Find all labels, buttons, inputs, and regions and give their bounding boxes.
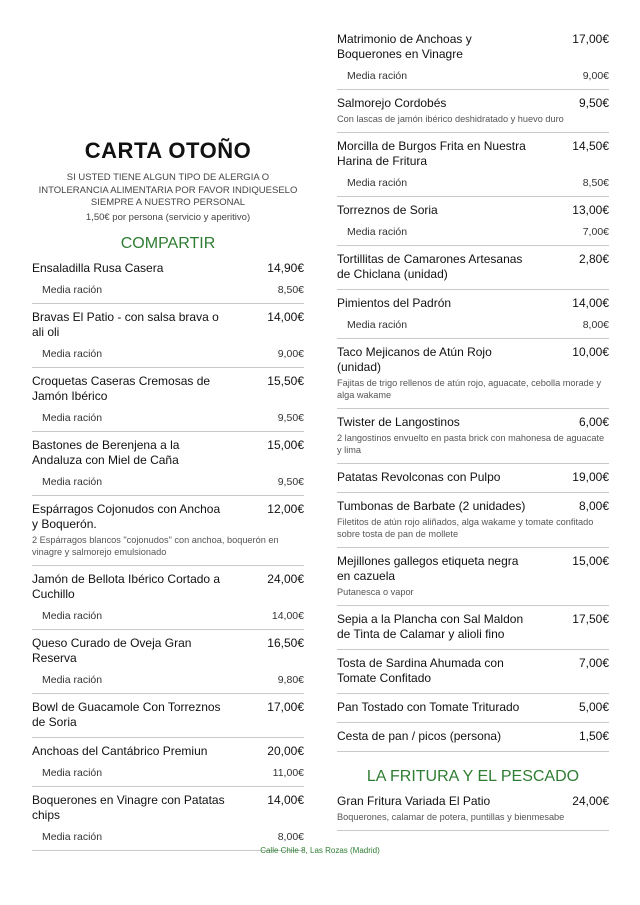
half-portion-row (337, 177, 609, 189)
half-portion-label: Media ración (347, 177, 408, 189)
half-portion-label: Media ración (42, 411, 103, 424)
dish-price: 15,00€ (267, 437, 304, 452)
menu-item-row (337, 252, 609, 282)
allergy-notice: SI USTED TIENE ALGUN TIPO DE ALERGIA O INTOLERANCIA ALIMENTARIA POR FAVOR INDIQUESELO SIEMPRE A NUESTRO PERSONAL (38, 172, 298, 208)
menu-item (337, 650, 609, 694)
menu-item-row (337, 32, 609, 62)
menu-item (337, 409, 609, 464)
menu-item-row (337, 700, 609, 715)
dish-name: Tortillitas de Camarones Artesanas de Chiclana (unidad) (337, 252, 523, 281)
menu-item (32, 694, 304, 738)
half-portion-label: Media ración (347, 70, 408, 82)
menu-item (337, 788, 609, 831)
menu-item (32, 496, 304, 566)
dish-price: 15,00€ (572, 554, 609, 568)
menu-item-row (337, 470, 609, 485)
half-portion-row (32, 674, 304, 686)
half-portion-row (337, 70, 609, 82)
menu-item-row (337, 794, 609, 809)
dish-price: 10,00€ (572, 345, 609, 359)
menu-item-row (337, 345, 609, 375)
dish-name: Tosta de Sardina Ahumada con Tomate Confitado (337, 656, 504, 685)
dish-name: Bowl de Guacamole Con Torreznos de Soria (32, 699, 221, 729)
menu-item (32, 255, 304, 304)
section-title-fritura: LA FRITURA Y EL PESCADO (366, 768, 580, 785)
dish-price: 14,90€ (267, 260, 304, 275)
half-portion-row (32, 348, 304, 360)
dish-price: 16,50€ (267, 635, 304, 650)
half-portion-label: Media ración (42, 347, 103, 360)
dish-price: 8,00€ (578, 499, 609, 513)
half-portion-price: 9,50€ (277, 475, 304, 488)
half-portion-row (32, 476, 304, 488)
menu-item-row (337, 554, 609, 584)
dish-name: Matrimonio de Anchoas y Boquerones en Vinagre (337, 32, 472, 61)
menu-item-row (32, 793, 304, 823)
half-portion-row (337, 319, 609, 331)
half-portion-price: 8,50€ (277, 283, 304, 296)
half-portion-price: 7,00€ (582, 226, 609, 238)
half-portion-price: 9,00€ (277, 347, 304, 360)
dish-description: Boquerones, calamar de potera, puntillas y bienmesabe (337, 812, 565, 822)
menu-item (337, 606, 609, 650)
dish-name: Jamón de Bellota Ibérico Cortado a Cuchillo (32, 571, 221, 601)
menu-item-row (32, 744, 304, 759)
dish-description: Con lascas de jamón ibérico deshidratado y huevo duro (337, 114, 564, 124)
menu-item (337, 290, 609, 339)
compartir-list (32, 255, 304, 851)
dish-description: Putanesca o vapor (337, 587, 414, 597)
dish-price: 14,00€ (572, 296, 609, 310)
dish-name: Pimientos del Padrón (337, 296, 452, 310)
half-portion-label: Media ración (347, 226, 408, 238)
menu-item (337, 723, 609, 752)
half-portion-row (337, 226, 609, 238)
dish-name: Sepia a la Plancha con Sal Maldon de Tinta de Calamar y alioli fino (337, 612, 524, 641)
menu-item (32, 630, 304, 694)
dish-description: Filetitos de atún rojo aliñados, alga wakame y tomate confitado sobre tosta de pan de mollete (337, 517, 594, 539)
menu-item-row (337, 203, 609, 218)
dish-price: 2,80€ (578, 252, 609, 266)
menu-item-row (32, 261, 304, 276)
half-portion-label: Media ración (42, 475, 103, 488)
menu-item (32, 738, 304, 787)
dish-price: 14,00€ (267, 792, 304, 807)
menu-item (337, 90, 609, 133)
left-column (32, 0, 304, 851)
half-portion-row (32, 412, 304, 424)
section-title-compartir: COMPARTIR (120, 234, 216, 252)
half-portion-label: Media ración (42, 609, 103, 622)
dish-name: Patatas Revolconas con Pulpo (337, 470, 501, 484)
half-portion-price: 9,00€ (582, 70, 609, 82)
dish-name: Anchoas del Cantábrico Premiun (32, 743, 208, 758)
menu-item-row (32, 636, 304, 666)
dish-name: Ensaladilla Rusa Casera (32, 260, 164, 275)
half-portion-price: 8,50€ (582, 177, 609, 189)
dish-name: Pan Tostado con Tomate Triturado (337, 700, 520, 714)
half-portion-label: Media ración (42, 673, 103, 686)
dish-name: Morcilla de Burgos Frita en Nuestra Harina de Fritura (337, 139, 526, 168)
menu-item-row (337, 296, 609, 311)
dish-name: Bastones de Berenjena a la Andaluza con Miel de Caña (32, 437, 180, 467)
dish-price: 15,50€ (267, 373, 304, 388)
half-portion-row (32, 284, 304, 296)
half-portion-price: 8,00€ (582, 319, 609, 331)
menu-item (32, 432, 304, 496)
dish-price: 13,00€ (572, 203, 609, 217)
menu-item (337, 464, 609, 493)
menu-item-row (32, 502, 304, 532)
dish-name: Mejillones gallegos etiqueta negra en cazuela (337, 554, 519, 583)
menu-item (32, 304, 304, 368)
fritura-list (337, 788, 609, 831)
dish-name: Tumbonas de Barbate (2 unidades) (337, 499, 526, 513)
menu-item (337, 493, 609, 548)
half-portion-label: Media ración (42, 766, 103, 779)
menu-item (337, 246, 609, 290)
dish-name: Taco Mejicanos de Atún Rojo (unidad) (337, 345, 492, 374)
dish-price: 24,00€ (267, 571, 304, 586)
dish-price: 14,50€ (572, 139, 609, 153)
dish-price: 20,00€ (267, 743, 304, 758)
menu-item-row (32, 438, 304, 468)
right-column (337, 0, 609, 831)
menu-item-row (337, 612, 609, 642)
dish-name: Torreznos de Soria (337, 203, 438, 217)
right-items-list (337, 26, 609, 752)
menu-item (337, 26, 609, 90)
menu-item (337, 548, 609, 606)
menu-item (337, 133, 609, 197)
menu-item-row (32, 700, 304, 730)
half-portion-price: 9,80€ (277, 673, 304, 686)
menu-item-row (337, 499, 609, 514)
dish-price: 17,00€ (572, 32, 609, 46)
dish-price: 1,50€ (578, 729, 609, 743)
dish-name: Croquetas Caseras Cremosas de Jamón Ibérico (32, 373, 211, 403)
menu-item-row (32, 572, 304, 602)
dish-name: Boquerones en Vinagre con Patatas chips (32, 792, 225, 822)
dish-price: 5,00€ (578, 700, 609, 714)
dish-name: Salmorejo Cordobés (337, 96, 447, 110)
menu-item (32, 787, 304, 851)
half-portion-row (32, 831, 304, 843)
dish-name: Gran Fritura Variada El Patio (337, 794, 491, 808)
dish-name: Espárragos Cojonudos con Anchoa y Boquerón. (32, 501, 221, 531)
dish-price: 14,00€ (267, 309, 304, 324)
dish-name: Queso Curado de Oveja Gran Reserva (32, 635, 192, 665)
dish-description: 2 Espárragos blancos "cojonudos" con anchoa, boquerón en vinagre y salmorejo emulsionado (32, 534, 279, 557)
dish-name: Twister de Langostinos (337, 415, 460, 429)
half-portion-row (32, 767, 304, 779)
menu-item-row (32, 310, 304, 340)
half-portion-price: 11,00€ (272, 766, 304, 779)
dish-price: 12,00€ (267, 501, 304, 516)
dish-price: 24,00€ (572, 794, 609, 808)
half-portion-label: Media ración (42, 283, 103, 296)
half-portion-row (32, 610, 304, 622)
half-portion-label: Media ración (347, 319, 408, 331)
menu-item (337, 339, 609, 409)
half-portion-price: 9,50€ (277, 411, 304, 424)
menu-item (337, 694, 609, 723)
menu-item (32, 368, 304, 432)
half-portion-label: Media ración (42, 830, 103, 843)
dish-price: 17,00€ (267, 699, 304, 714)
menu-item (32, 566, 304, 630)
menu-item-row (337, 656, 609, 686)
dish-price: 7,00€ (578, 656, 609, 670)
menu-item-row (32, 374, 304, 404)
dish-price: 9,50€ (578, 96, 609, 110)
service-fee: 1,50€ por persona (servicio y aperitivo) (85, 211, 251, 223)
menu-item-row (337, 96, 609, 111)
dish-price: 6,00€ (578, 415, 609, 429)
dish-description: Fajitas de trigo rellenos de atún rojo, aguacate, cebolla morade y alga wakame (337, 378, 602, 400)
menu-item (337, 197, 609, 246)
half-portion-price: 14,00€ (271, 609, 304, 622)
menu-item-row (337, 729, 609, 744)
dish-name: Bravas El Patio - con salsa brava o ali oli (32, 309, 219, 339)
dish-name: Cesta de pan / picos (persona) (337, 729, 502, 743)
menu-header (32, 138, 304, 223)
menu-item-row (337, 415, 609, 430)
footer-address: Calle Chile 8, Las Rozas (Madrid) (260, 846, 380, 855)
menu-title: CARTA OTOÑO (84, 138, 252, 163)
dish-price: 19,00€ (572, 470, 609, 484)
dish-description: 2 langostinos envuelto en pasta brick con mahonesa de aguacate y lima (337, 433, 605, 455)
dish-price: 17,50€ (572, 612, 609, 626)
menu-item-row (337, 139, 609, 169)
half-portion-price: 8,00€ (277, 830, 304, 843)
